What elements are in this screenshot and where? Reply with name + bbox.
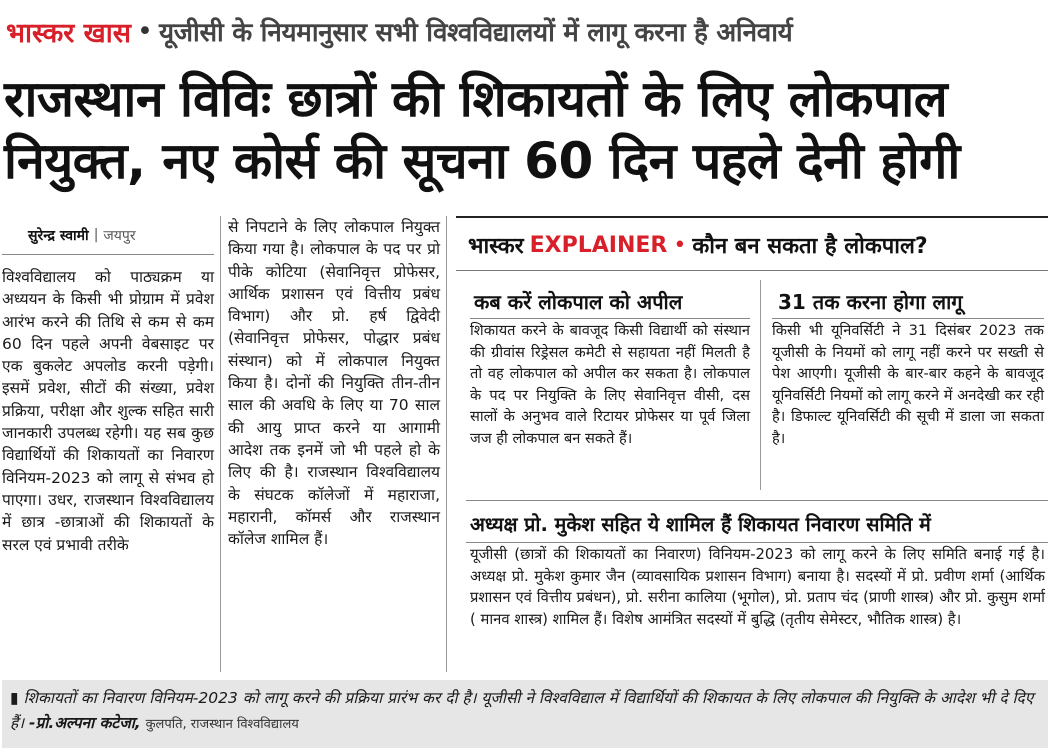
deadline-title-rule [772,318,1044,319]
byline [28,222,218,248]
appeal-title-rule [470,318,750,319]
box-divider [760,280,761,490]
explainer-bullet: • [673,232,687,258]
kicker-text: यूजीसी के नियमानुसार सभी विश्वविद्यालयों में लागू करना है अनिवार्य [158,18,793,48]
committee-title-rule [466,542,1048,543]
explainer-bottom-rule [456,270,1048,271]
explainer-header [468,226,1048,264]
article-column-1: विश्वविद्यालय को पाठ्यक्रम या अध्ययन के किसी भी प्रोग्राम में प्रवेश आरंभ करने की तिथि से कम से कम 60 दिन पहले अपनी वेबसाइट पर एक बुकलेट अपलोड करनी पड़ेगी। इसमें प्रवेश, सीटों की संख्या, प्रवेश प्रक्रिया, परीक्षा और शुल्क सहित सारी जानकारी उपलब्ध रहेगी। यह सब कुछ विद्यार्थियों की शिकायतों का निवारण विनियम-2023 को लागू से संभव हो पाएगा। उधर, राजस्थान विश्वविद्यालय में छात्र -छात्राओं की शिकायतों के सरल एवं प्रभावी तरीके [2,268,214,554]
committee-title: अध्यक्ष प्रो. मुकेश सहित ये शामिल हैं शिकायत निवारण समिति में [470,513,931,536]
quote-footer [2,680,1048,748]
deadline-title: 31 तक करना होगा लागू [778,290,963,314]
explainer-top-rule [456,216,1048,218]
kicker-brand: भास्कर खास [6,17,131,49]
explainer-label: EXPLAINER [529,232,668,258]
column-divider-2 [446,216,447,672]
explainer-question: कौन बन सकता है लोकपाल? [692,234,928,259]
committee-top-rule [466,500,1048,501]
byline-separator: | [93,227,99,243]
byline-author: सुरेन्द्र स्वामी [28,227,89,244]
footer-quote [10,686,1040,737]
column-divider-1 [220,216,221,672]
article-column-2: से निपटाने के लिए लोकपाल नियुक्त किया गया है। लोकपाल के पद पर प्रो पीके कोटिया (सेवानिवृत्त प्रोफेसर, आर्थिक प्रशासन एवं वित्तीय प्रबंध विभाग) और प्रो. हर्ष द्विवेदी (सेवानिवृत्त प्रोफेसर, पोद्धार प्रबंध संस्थान) को में लोकपाल नियुक्त किया है। दोनों की नियुक्ति तीन-तीन साल की अवधि के लिए या 70 साल की आयु प्राप्त करने या आगामी आदेश तक इनमें जो भी पहले हो के लिए की है। राजस्थान विश्वविद्यालय के संघटक कॉलेजों में महाराजा, महारानी, कॉमर्स और राजस्थान कॉलेज शामिल हैं। [228,218,440,549]
quote-author: -प्रो.अल्पना कटेजा, [29,714,141,732]
committee-text: यूजीसी (छात्रों की शिकायतों का निवारण) विनियम-2023 को लागू करने के लिए समिति बनाई गई है। अध्यक्ष प्रो. मुकेश कुमार जैन (व्यावसायिक प्रशासन विभाग) बनाया है। सदस्यों में प्रो. प्रवीण शर्मा (आर्थिक प्रशासन एवं वित्तीय प्रबंधन), प्रो. सरीना कालिया (भूगोल), प्रो. प्रताप चंद (प्राणी शास्त्र) और प्रो. कुसुम शर्मा ( मानव शास्त्र) शामिल हैं। विशेष आमंत्रित सदस्यों में बुद्धि (तृतीय सेमेस्टर, भौतिक शास्त्र) है। [470,546,1045,628]
kicker-bullet: • [137,15,153,47]
quote-author-role: कुलपति, राजस्थान विश्वविद्यालय [145,717,299,732]
byline-rule [2,254,214,255]
headline-line-1: राजस्थान विविः छात्रों की शिकायतों के लिए लोकपाल [4,70,948,128]
kicker [6,10,1056,52]
quote-mark: ▮ [10,689,19,707]
byline-place: जयपुर [103,227,136,244]
quote-text: शिकायतों का निवारण विनियम-2023 को लागू करने की प्रक्रिया प्रारंभ कर दी है। यूजीसी ने विश्वविद्याल में विद्यार्थियों की शिकायत के लिए लोकपाल की नियुक्ति के आदेश भी दे दिए हैं। [10,689,1034,732]
explainer-brand: भास्कर [468,234,524,259]
appeal-text: शिकायत करने के बावजूद किसी विद्यार्थी को संस्थान की ग्रीवांस रिड्रेसल कमेटी से सहायता नहीं मिलती है तो वह लोकपाल को अपील कर सकता है। लोकपाल के पद पर नियुक्ति के लिए सेवानिवृत्त वीसी, दस सालों के अनुभव वाले रिटायर प्रोफेसर या पूर्व जिला जज ही लोकपाल बन सकते हैं। [470,322,750,447]
headline-line-2: नियुक्त, नए कोर्स की सूचना 60 दिन पहले देनी होगी [4,132,960,190]
deadline-text: किसी भी यूनिवर्सिटी ने 31 दिसंबर 2023 तक यूजीसी के नियमों को लागू नहीं करने पर सख्ती से पेश आएगी। यूजीसी के बार-बार कहने के बावजूद यूनिवर्सिटी नियमों को लागू करने में अनदेखी कर रही है। डिफाल्ट यूनिवर्सिटी की सूची में डाला जा सकता है। [772,322,1044,447]
appeal-title: कब करें लोकपाल को अपील [474,290,683,314]
headline [4,68,1054,192]
